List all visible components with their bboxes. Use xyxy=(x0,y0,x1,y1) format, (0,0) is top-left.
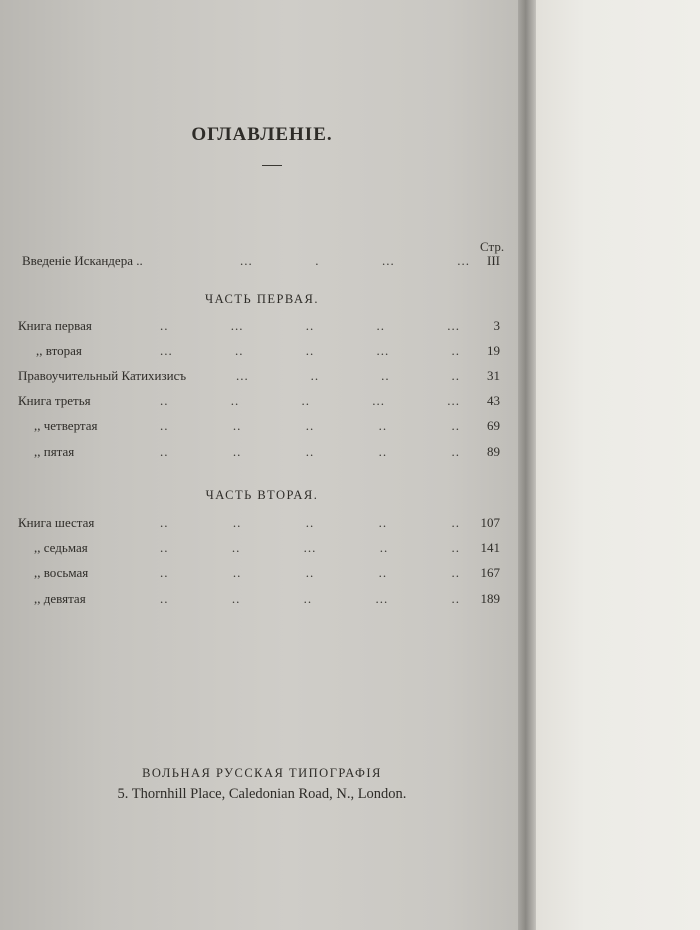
toc-entry-page: 167 xyxy=(480,565,500,580)
dot-leader: .. .. .. ... ... xyxy=(160,393,460,408)
dot-leader: .. .. .. .. .. xyxy=(160,444,460,459)
toc-entry xyxy=(0,393,524,413)
contents-title: ОГЛАВЛЕНІЕ. xyxy=(191,124,333,145)
dot-leader: ... .. .. .. xyxy=(236,368,460,383)
toc-entry-label: ,, восьмая xyxy=(34,565,89,580)
toc-entry-label: Книга третья xyxy=(18,393,91,408)
toc-entry-page: 43 xyxy=(487,393,500,408)
dot-leader: ... .. .. ... .. xyxy=(160,343,460,358)
toc-entry-label: Книга первая xyxy=(18,318,92,333)
toc-entry-label: Правоучительный Катихизисъ xyxy=(18,368,187,383)
toc-entry xyxy=(0,343,524,363)
toc-entry xyxy=(0,318,524,338)
toc-entry-page: 89 xyxy=(487,444,500,459)
toc-entry xyxy=(0,515,524,535)
toc-entry-label: ,, девятая xyxy=(34,591,86,606)
toc-entry-page: 107 xyxy=(480,515,500,530)
dot-leader: .. .. .. .. .. xyxy=(160,515,460,530)
toc-entry-label: ,, пятая xyxy=(34,444,75,459)
toc-entry-page: 19 xyxy=(487,343,500,358)
dot-leader: .. .. ... .. .. xyxy=(160,540,460,555)
toc-entry xyxy=(0,368,524,388)
toc-entry-page: 141 xyxy=(480,540,500,555)
toc-entry-intro xyxy=(0,253,524,273)
toc-entry xyxy=(0,591,524,611)
toc-entry-label: ,, четвертая xyxy=(34,418,98,433)
toc-entry-label: ,, вторая xyxy=(36,343,82,358)
toc-entry-label: Введеніе Искандера .. xyxy=(22,253,143,268)
dot-leader: ... . ... ... xyxy=(240,253,470,268)
toc-entry xyxy=(0,540,524,560)
part-heading: ЧАСТЬ ПЕРВАЯ. xyxy=(205,292,319,306)
page-column-label: Стр. xyxy=(480,239,505,254)
dot-leader: .. .. .. ... .. xyxy=(160,591,460,606)
printer-address: 5. Thornhill Place, Caledonian Road, N., London. xyxy=(117,786,407,802)
dot-leader: .. .. .. .. .. xyxy=(160,565,460,580)
right-page xyxy=(536,0,700,930)
toc-entry-label: Книга шестая xyxy=(18,515,95,530)
printer-name: ВОЛЬНАЯ РУССКАЯ ТИПОГРАФІЯ xyxy=(142,766,382,780)
toc-entry xyxy=(0,418,524,438)
toc-entry-page: 31 xyxy=(487,368,500,383)
title-rule xyxy=(262,165,282,166)
dot-leader: .. .. .. .. .. xyxy=(160,418,460,433)
toc-entry xyxy=(0,565,524,585)
toc-entry-page: 3 xyxy=(493,318,500,333)
toc-entry-page: 69 xyxy=(487,418,500,433)
toc-entry-label: ,, седьмая xyxy=(34,540,88,555)
part-heading: ЧАСТЬ ВТОРАЯ. xyxy=(205,488,319,502)
toc-entry-page: 189 xyxy=(480,591,500,606)
dot-leader: .. ... .. .. ... xyxy=(160,318,460,333)
toc-entry-page: III xyxy=(487,253,500,268)
toc-entry xyxy=(0,444,524,464)
